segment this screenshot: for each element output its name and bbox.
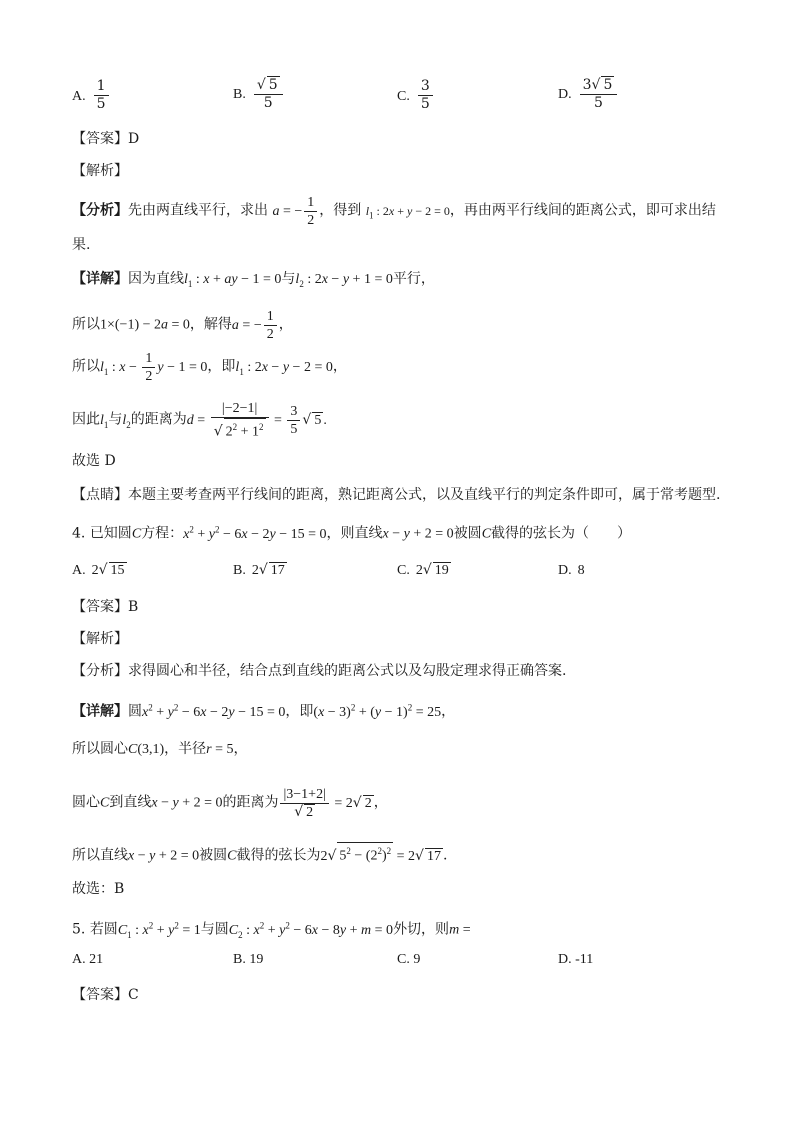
q4-option-d: D. 8	[558, 563, 585, 578]
q5-option-d: D. -11	[558, 952, 594, 967]
q3-option-a: A. $\frac{1}{5}$	[72, 78, 111, 113]
q3-option-b: B. $\frac{√ 5}{5}$	[233, 76, 285, 112]
q5-answer: 【答案】C	[72, 987, 139, 1003]
q4-option-b: B. 2√ 17	[233, 562, 285, 578]
q5-option-c: C. 9	[397, 952, 421, 967]
q3-xiangjie-1: 【详解】因为直线$l_1$ : x + ay − 1 = 0与$l_2$ : 2x − y + 1 = 0平行，	[72, 271, 435, 289]
q3-xiangjie-3: 所以$l_1$ : x − $\frac{1}{2}$ y − 1 = 0，即$l_1$ : 2x − y − 2 = 0，	[72, 351, 347, 384]
q3-xiangjie-2: 所以1×(−1) − 2a = 0，解得a = − $\frac{1}{2}$ ，	[72, 309, 293, 342]
q5-option-b: B. 19	[233, 952, 264, 967]
q5-option-a: A. 21	[72, 952, 104, 967]
q4-answer: 【答案】B	[72, 599, 139, 615]
q4-xiangjie-2: 所以圆心C(3,1)，半径r = 5，	[72, 741, 248, 757]
q4-jiexi: 【解析】	[72, 631, 128, 647]
q5-stem: 5. 若圆$C_1$ : $x^2 + y^2 = 1$与圆$C_2$ : $x^2 + y^2 - 6x - 8y + m = 0$外切，则m =	[72, 920, 471, 940]
q3-xiangjie-4: 因此$l_1$与$l_2$的距离为d = $\frac{|-2-1|}{√ 2^2 + 1^2}$ = $\frac{3}{5}$ √ 5 .	[72, 401, 327, 440]
q4-option-c: C. 2√ 19	[397, 562, 449, 578]
q4-option-a: A. 2√ 15	[72, 562, 125, 578]
q3-option-d: D. $\frac{3√ 5}{5}$	[558, 76, 619, 112]
q3-answer: 【答案】D	[72, 131, 140, 147]
q4-xiangjie-3: 圆心C到直线x − y + 2 = 0的距离为 $\frac{|3-1+2|}{√ 2}$ = 2√ 2 ，	[72, 787, 388, 820]
q3-fenxi-cont: 果.	[72, 237, 91, 253]
q3-fenxi: 【分析】先由两直线平行，求出 a = − $\frac{1}{2}$ ，得到 $l_1$ : 2x + y − 2 = 0，再由两平行线间的距离公式，即可求出结	[72, 195, 716, 228]
q4-stem: 4. 已知圆C方程：$x^2 + y^2 - 6x - 2y - 15 = 0$，则直线x − y + 2 = 0被圆C截得的弦长为（ ）	[72, 524, 632, 542]
q3-jiexi: 【解析】	[72, 163, 128, 179]
q4-xiangjie-1: 【详解】圆$x^2 + y^2 - 6x - 2y - 15 = 0$，即$(x - 3)^2 + (y - 1)^2 = 25$，	[72, 702, 456, 720]
q3-dianjing: 【点睛】本题主要考查两平行线间的距离，熟记距离公式，以及直线平行的判定条件即可，属于常考题型.	[72, 487, 721, 503]
q4-xiangjie-4: 所以直线x − y + 2 = 0被圆C截得的弦长为2√ $5^2 - (2^2)^2 = 2√$ 17 .	[72, 842, 734, 868]
q4-guxuan: 故选：B	[72, 881, 125, 897]
q3-option-c: C. $\frac{3}{5}$	[397, 78, 435, 113]
q4-fenxi: 【分析】求得圆心和半径，结合点到直线的距离公式以及勾股定理求得正确答案.	[72, 663, 567, 679]
q3-guxuan: 故选 D	[72, 453, 116, 469]
